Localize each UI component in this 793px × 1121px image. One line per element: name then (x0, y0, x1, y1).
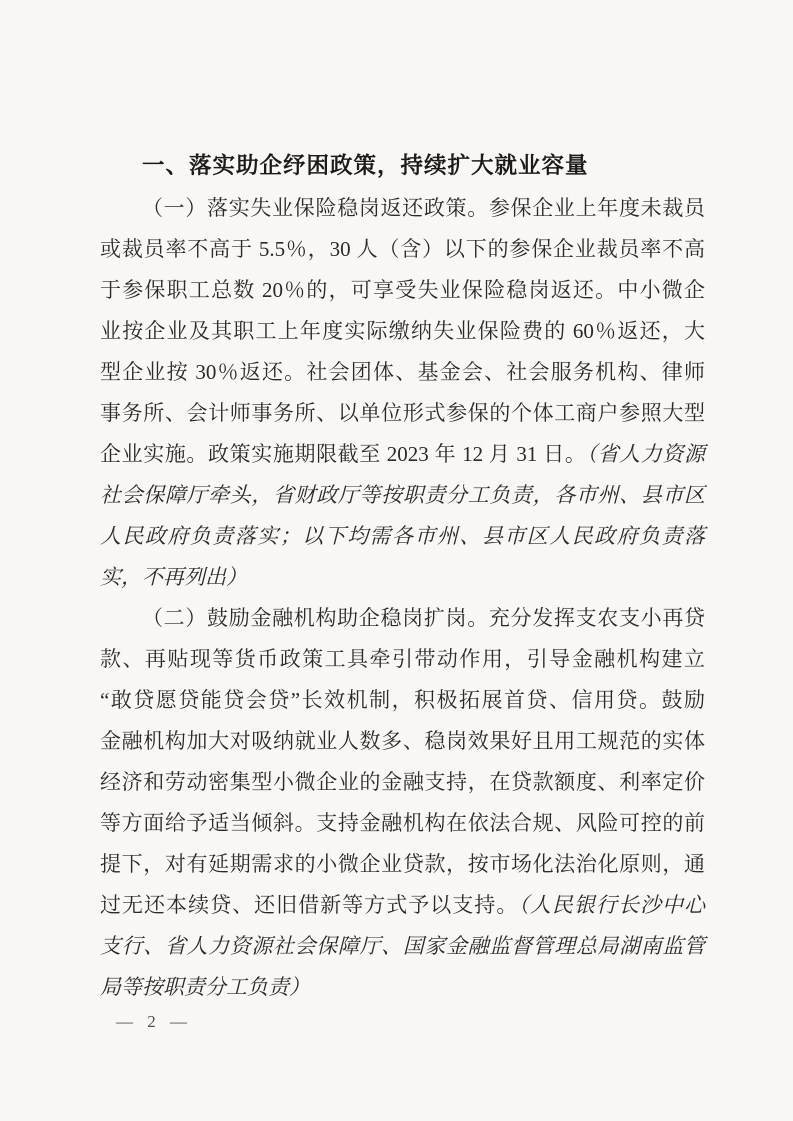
paragraph-container (100, 188, 705, 1008)
text-line (100, 598, 705, 639)
body-text-segment: （二）鼓励金融机构助企稳岗扩岗。充分发挥支农支小再贷 (142, 606, 705, 630)
text-line (100, 188, 705, 229)
responsibility-note-segment: 实，不再列出） (100, 565, 247, 589)
responsibility-note-segment: 支行、省人力资源社会保障厅、国家金融监督管理总局湖南监管 (100, 934, 705, 958)
text-line (100, 721, 705, 762)
text-line (100, 352, 705, 393)
body-text-segment: （一）落实失业保险稳岗返还政策。参保企业上年度未裁员 (142, 196, 705, 220)
text-line (100, 516, 705, 557)
text-line (100, 475, 705, 516)
text-line (100, 967, 705, 1008)
text-line (100, 311, 705, 352)
body-text-segment: 事务所、会计师事务所、以单位形式参保的个体工商户参照大型 (100, 401, 705, 425)
text-line (100, 803, 705, 844)
text-line (100, 229, 705, 270)
body-text-segment: 等方面给予适当倾斜。支持金融机构在依法合规、风险可控的前 (100, 811, 705, 835)
text-line (100, 434, 705, 475)
body-text-segment: 提下，对有延期需求的小微企业贷款，按市场化法治化原则，通 (100, 852, 705, 876)
body-text-segment: 款、再贴现等货币政策工具牵引带动作用，引导金融机构建立 (100, 647, 705, 671)
section-heading: 一、落实助企纾困政策，持续扩大就业容量 (142, 153, 589, 178)
body-text-segment: 于参保职工总数 20％的，可享受失业保险稳岗返还。中小微企 (100, 278, 705, 302)
text-line (100, 844, 705, 885)
body-text-segment: 业按企业及其职工上年度实际缴纳失业保险费的 60％返还，大 (100, 319, 705, 343)
text-line (100, 762, 705, 803)
text-line (100, 885, 705, 926)
responsibility-note-segment: 社会保障厅牵头，省财政厅等按职责分工负责，各市州、县市区 (100, 483, 705, 507)
body-text-segment: 经济和劳动密集型小微企业的金融支持，在贷款额度、利率定价 (100, 770, 705, 794)
responsibility-note-segment: （人民银行长沙中心 (518, 893, 706, 917)
text-line (100, 926, 705, 967)
body-text-segment: “敢贷愿贷能贷会贷”长效机制，积极拓展首贷、信用贷。鼓励 (100, 688, 705, 712)
responsibility-note-segment: 人民政府负责落实；以下均需各市州、县市区人民政府负责落 (100, 524, 705, 548)
responsibility-note-segment: 局等按职责分工负责） (100, 975, 310, 999)
page-number: — 2 — (116, 1012, 192, 1031)
body-text-segment: 过无还本续贷、还旧借新等方式予以支持。 (100, 893, 519, 917)
body-text-segment: 金融机构加大对吸纳就业人数多、稳岗效果好且用工规范的实体 (100, 729, 705, 753)
body-text-segment: 型企业按 30％返还。社会团体、基金会、社会服务机构、律师 (100, 360, 705, 384)
text-line (100, 557, 705, 598)
text-line (100, 393, 705, 434)
responsibility-note-segment: （省人力资源 (586, 442, 706, 466)
text-line (100, 680, 705, 721)
document-body (100, 144, 705, 1008)
text-line (100, 270, 705, 311)
text-line (100, 639, 705, 680)
body-text-segment: 或裁员率不高于 5.5％，30 人（含）以下的参保企业裁员率不高 (100, 237, 705, 261)
body-text-segment: 企业实施。政策实施期限截至 2023 年 12 月 31 日。 (100, 442, 587, 466)
